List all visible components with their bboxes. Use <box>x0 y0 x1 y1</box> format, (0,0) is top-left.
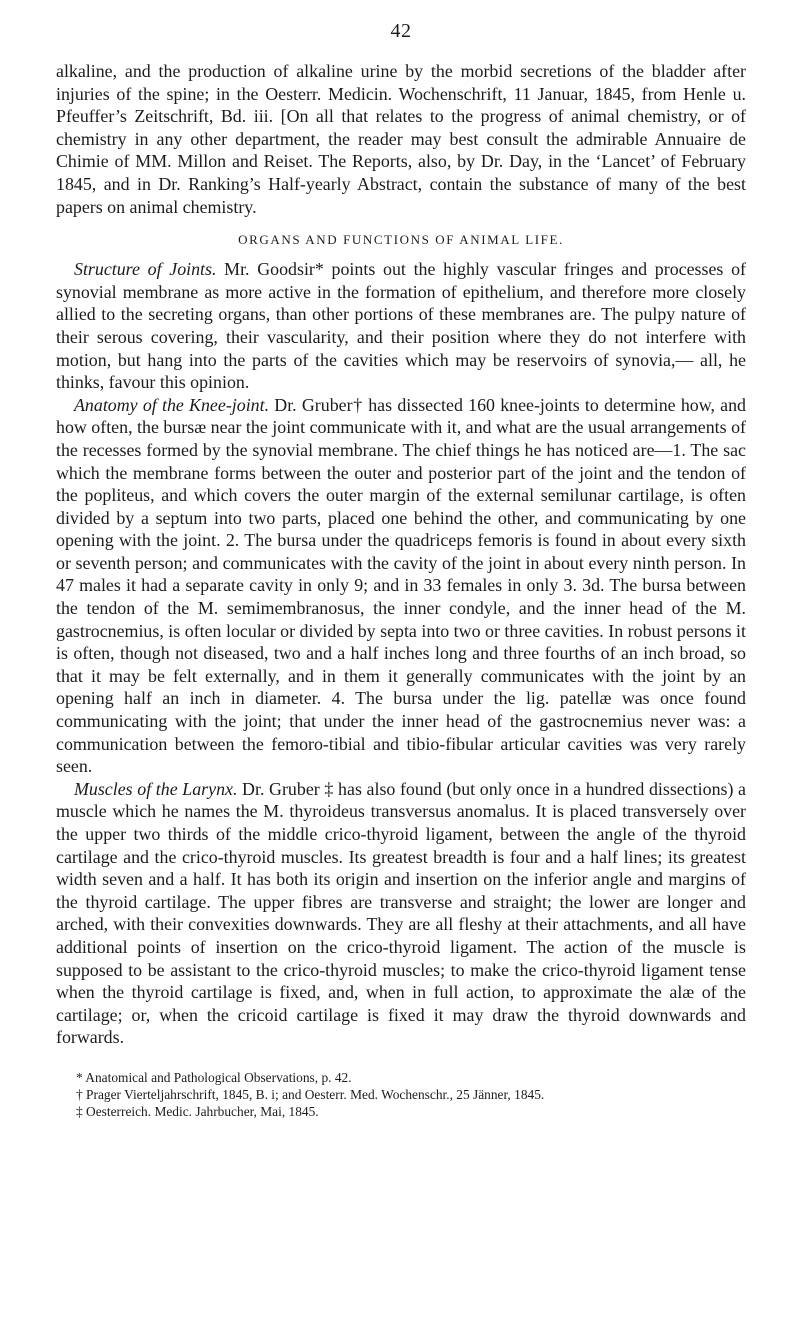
book-page <box>56 20 746 1120</box>
paragraph-lead: Muscles of the Larynx. <box>74 778 238 799</box>
footnotes <box>56 1069 746 1120</box>
paragraph-structure-of-joints <box>56 258 746 394</box>
intro-paragraph: alkaline, and the production of alkaline urine by the morbid secretions of the bladder after injuries of the spine; in the Oesterr. Medicin. Wochenschrift, 11 Januar, 1845, from Henle u. Pfeuffer’s Zeitschrift, Bd. iii. [On all that relates to the progress of animal chemistry, or of chemistry in any other department, the reader may best consult the admirable Annuaire de Chimie of MM. Millon and Reiset. The Reports, also, by Dr. Day, in the ‘Lancet’ of February 1845, and in Dr. Ranking’s Half-yearly Abstract, contain the substance of many of the best papers on animal chemistry. <box>56 61 746 217</box>
section-heading: ORGANS AND FUNCTIONS OF ANIMAL LIFE. <box>238 232 564 248</box>
paragraph-lead: Anatomy of the Knee-joint. <box>74 394 270 415</box>
page-number: 42 <box>390 20 412 42</box>
footnote: ‡ Oesterreich. Medic. Jahrbucher, Mai, 1845. <box>76 1103 319 1119</box>
paragraph-knee-joint <box>56 394 746 778</box>
paragraph-body: Dr. Gruber ‡ has also found (but only once in a hundred dissections) a muscle which he names the M. thyroideus transversus anomalus. It is placed transversely over the upper two thirds of the middle crico-thyroid ligament, between the angle of the thyroid cartilage and the crico-thyroid muscles. Its greatest breadth is four and a half lines; its greatest width seven and a half. It has both its origin and insertion on the inferior angle and margins of the thyroid cartilage. The upper fibres are transverse and straight; the lower are longer and arched, with their convexities downwards. They are all fleshy at their attachments, and all have additional points of insertion on the crico-thyroid ligament. The action of the muscle is supposed to be assistant to the crico-thyroid muscles; to make the crico-thyroid ligament tense when the thyroid cartilage is fixed, and, when in full action, to approximate the alæ of the cartilage; or, when the cricoid cartilage is fixed it may draw the thyroid downwards and forwards. <box>56 778 746 1048</box>
footnote: * Anatomical and Pathological Observations, p. 42. <box>76 1069 352 1085</box>
paragraph-body: Mr. Goodsir* points out the highly vascular fringes and processes of synovial membrane as more active in the formation of epithelium, and therefore more closely allied to the secreting organs, than other portions of these membranes are. The pulpy nature of their serous covering, their vascularity, and their position where they do not interfere with motion, but hang into the parts of the cavities which may be reservoirs of synovia,— all, he thinks, favour this opinion. <box>56 259 746 393</box>
footnote: † Prager Vierteljahrschrift, 1845, B. i; and Oesterr. Med. Wochenschr., 25 Jänner, 1845. <box>76 1086 545 1102</box>
paragraph-larynx-muscles <box>56 778 746 1049</box>
paragraph-body: Dr. Gruber† has dissected 160 knee-joints to determine how, and how often, the bursæ near the joint communicate with it, and what are the usual arrangements of the recesses formed by the synovial membrane. The chief things he has noticed are—1. The sac which the membrane forms between the outer and posterior part of the joint and the tendon of the popliteus, and which covers the outer margin of the external semilunar cartilage, is often divided by a septum into two parts, placed one behind the other, and communicating by one opening with the joint. 2. The bursa under the quadriceps femoris is found in about every sixth or seventh person; and communicates with the cavity of the joint in about every ninth person. In 47 males it had a separate cavity in only 9; and in 33 females in only 3. 3d. The bursa between the tendon of the M. semimembranosus, the inner condyle, and the inner head of the M. gastrocnemius, is often locular or divided by septa into two or three cavities. In robust persons it is often, though not diseased, two and a half inches long and three fourths of an inch broad, so that it may be felt externally, and in them it generally communicates with the joint by an opening half an inch in diameter. 4. The bursa under the lig. patellæ was once found communicating with the joint; that under the inner head of the gastrocnemius never was: a communication between the femoro-tibial and tibio-fibular articular cavities was very rarely seen. <box>56 394 747 777</box>
paragraph-lead: Structure of Joints. <box>74 259 217 280</box>
